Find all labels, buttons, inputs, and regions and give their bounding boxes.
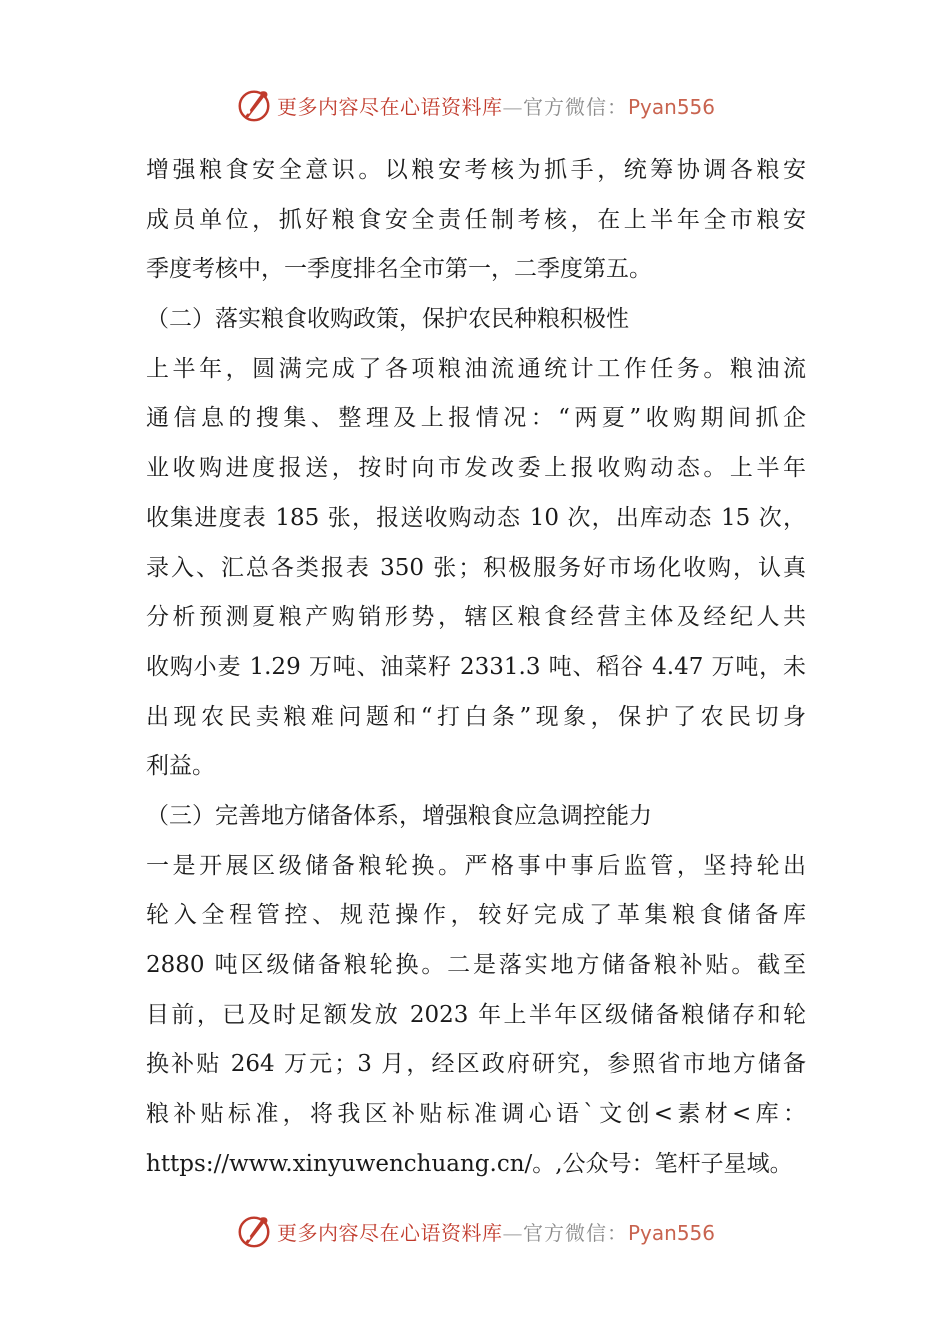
watermark-dash: — (502, 94, 523, 119)
watermark-dash: — (502, 1220, 523, 1245)
watermark-official: 官方微信： (522, 1220, 628, 1245)
website-line: https://www.xinyuwenchuang.cn/。,公众号：笔杆子星域。 (146, 1150, 793, 1177)
watermark-text (277, 1217, 715, 1246)
watermark-brand: 更多内容尽在心语资料库 (276, 1220, 503, 1245)
document-body (146, 146, 806, 1189)
watermark-text (277, 91, 715, 120)
footer-watermark (0, 1206, 950, 1256)
text-line: 粮补贴标准，将我区补贴标准调心语`文创<素材<库： (146, 1101, 806, 1128)
text-line: 季度考核中，一季度排名全市第一，二季度第五。 (146, 256, 652, 283)
text-line: 利益。 (146, 753, 215, 780)
text-line: 目前，已及时足额发放 2023 年上半年区级储备粮储存和轮 (146, 1001, 806, 1028)
text-line: 通信息的搜集、整理及上报情况：“两夏”收购期间抓企 (146, 405, 806, 432)
watermark-handle: Pyan556 (627, 94, 715, 119)
section-heading-2: （二）落实粮食收购政策，保护农民种粮积极性 (146, 306, 629, 333)
text-line: 出现农民卖粮难问题和“打白条”现象，保护了农民切身 (146, 703, 806, 730)
text-line: 收集进度表 185 张，报送收购动态 10 次，出库动态 15 次， (146, 504, 806, 531)
text-line: 一是开展区级储备粮轮换。严格事中事后监管，坚持轮出 (146, 852, 806, 879)
watermark-handle: Pyan556 (627, 1220, 715, 1245)
text-line: 轮入全程管控、规范操作，较好完成了革集粮食储备库 (146, 902, 806, 929)
text-line: 分析预测夏粮产购销形势，辖区粮食经营主体及经纪人共 (146, 604, 806, 631)
watermark-official: 官方微信： (522, 94, 628, 119)
text-line: 成员单位，抓好粮食安全责任制考核，在上半年全市粮安 (146, 206, 806, 233)
text-line: 增强粮食安全意识。以粮安考核为抓手，统筹协调各粮安 (146, 157, 806, 183)
section-heading-3: （三）完善地方储备体系，增强粮食应急调控能力 (146, 802, 652, 829)
text-line: 收购小麦 1.29 万吨、油菜籽 2331.3 吨、稻谷 4.47 万吨，未 (146, 653, 806, 680)
text-line: 2880 吨区级储备粮轮换。二是落实地方储备粮补贴。截至 (146, 952, 806, 978)
quill-circle-logo-icon (235, 86, 273, 124)
text-line: 业收购进度报送，按时向市发改委上报收购动态。上半年 (146, 455, 806, 482)
quill-circle-logo-icon (235, 1212, 273, 1250)
text-line: 换补贴 264 万元；3 月，经区政府研究，参照省市地方储备 (146, 1051, 806, 1078)
text-line: 录入、汇总各类报表 350 张；积极服务好市场化收购，认真 (146, 554, 806, 581)
watermark-brand: 更多内容尽在心语资料库 (276, 94, 503, 119)
text-line: 上半年，圆满完成了各项粮油流通统计工作任务。粮油流 (146, 355, 806, 382)
header-watermark (0, 80, 950, 130)
